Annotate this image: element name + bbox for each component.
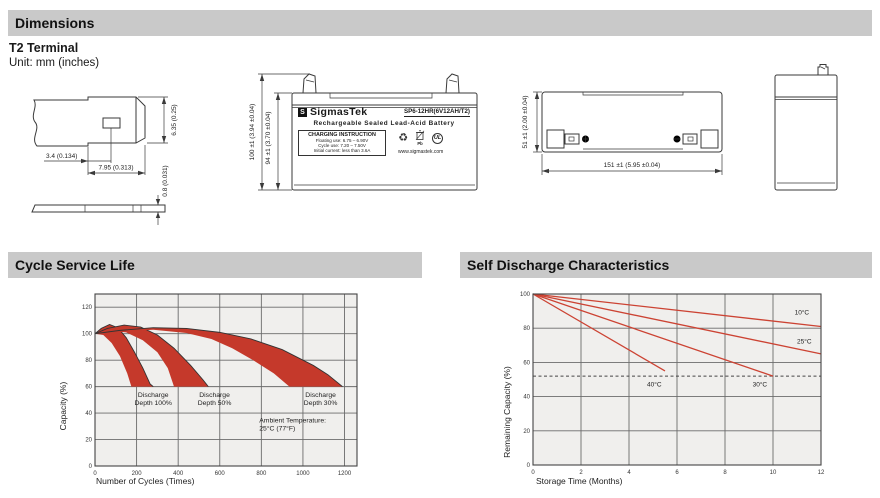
label-icons [398, 130, 443, 156]
x-tick-label: 0 [93, 471, 97, 477]
y-tick-label: 100 [519, 292, 530, 298]
charging-title: CHARGING INSTRUCTION [308, 132, 376, 138]
arrowhead [81, 159, 88, 163]
temperature-line-label: 25°C [797, 338, 812, 346]
y-tick-label: 0 [88, 464, 92, 470]
y-tick-label: 60 [85, 384, 92, 391]
model-number: SP6-12HR(6V12AH/T2) [403, 107, 470, 115]
section-title: Self Discharge Characteristics [467, 257, 670, 273]
top-view-case [542, 92, 722, 152]
end-view-case [775, 75, 837, 190]
arrowhead [162, 97, 166, 104]
chart-annotation: Discharge Depth 50% [197, 392, 232, 408]
cycle-service-life-chart [50, 286, 450, 496]
chart-annotation: Discharge Depth 100% [134, 392, 172, 408]
x-tick-label: 12 [817, 470, 825, 476]
x-tick-label: 6 [675, 470, 679, 476]
ul-certification-icon: UL [432, 133, 443, 144]
label-brand-row [298, 106, 470, 118]
battery-label [298, 106, 470, 156]
charging-line: Floating use: 6.75 – 6.90V [315, 138, 369, 143]
dim-tab-length-label: 7.95 (0.313) [98, 164, 134, 172]
brand-name: SigmasTek [310, 106, 368, 118]
arrowhead [156, 199, 160, 205]
dim-thickness-label: 0.8 (0.031) [162, 165, 169, 197]
temperature-line-label: 30°C [752, 381, 768, 389]
recycle-icon: ♻ [398, 131, 409, 144]
terminal-detail [306, 80, 314, 82]
terminal-detail [449, 80, 457, 82]
x-tick-label: 8 [723, 470, 727, 476]
y-tick-label: 60 [523, 360, 530, 367]
positive-terminal-red [547, 130, 564, 148]
chart-annotation: Ambient Temperature: 25°C (77°F) [259, 417, 327, 433]
y-axis-title: Capacity (%) [58, 381, 68, 431]
arrowhead [276, 183, 280, 190]
battery-type-subtitle: Rechargeable Sealed Lead-Acid Battery [313, 120, 455, 127]
handle-recess [330, 93, 432, 98]
label-detail-row [298, 130, 470, 156]
dim-tab-width-label: 6.35 (0.25) [171, 104, 178, 136]
arrowhead [88, 171, 95, 175]
x-tick-label: 10 [769, 470, 777, 476]
x-tick-label: 400 [173, 471, 184, 477]
section-header-cycle-service-life [8, 252, 422, 278]
battery-top-view [505, 82, 750, 177]
self-discharge-chart [448, 286, 852, 496]
dim-total-height-label: 100 ±1 (3.94 ±0.04) [249, 103, 256, 161]
terminal-side-view [32, 205, 165, 212]
bin-glyph [415, 130, 425, 140]
section-title: Cycle Service Life [15, 257, 135, 273]
x-tick-label: 4 [627, 470, 631, 476]
negative-terminal-black [701, 130, 718, 148]
arrowhead [276, 93, 280, 100]
t2-terminal-drawing [10, 85, 200, 220]
dim-case-height-label: 94 ±1 (3.70 ±0.04) [265, 111, 272, 165]
icons-row [398, 130, 443, 146]
arrowhead [138, 171, 145, 175]
arrowhead [156, 212, 160, 218]
y-tick-label: 80 [523, 326, 530, 333]
section-header-self-discharge [460, 252, 872, 278]
dim-hole-offset-label: 3.4 (0.134) [46, 153, 78, 160]
terminal-type-title: T2 Terminal [9, 41, 79, 55]
x-axis-title: Storage Time (Months) [536, 476, 623, 486]
section-header-dimensions [8, 10, 872, 36]
terminal-detail [821, 67, 825, 69]
y-tick-label: 40 [523, 394, 530, 401]
arrowhead [535, 92, 539, 99]
faston-hole [569, 137, 574, 141]
arrowhead [260, 183, 264, 190]
brand-logo-icon: S [298, 108, 307, 117]
arrowhead [162, 136, 166, 143]
end-terminal [818, 65, 828, 76]
negative-terminal [446, 74, 459, 93]
charging-line: Initial current: less than 3.6A [313, 148, 371, 154]
y-tick-label: 80 [85, 358, 92, 365]
faston-tab [565, 134, 579, 144]
arrowhead [542, 169, 549, 173]
x-tick-label: 1200 [337, 471, 352, 477]
x-tick-label: 1000 [296, 471, 310, 477]
y-tick-label: 20 [523, 428, 530, 435]
y-tick-label: 40 [85, 411, 92, 418]
positive-terminal [303, 74, 316, 93]
website-url: www.sigmastek.com [398, 149, 444, 155]
dim-length-label: 151 ±1 (5.95 ±0.04) [603, 162, 661, 169]
x-tick-label: 600 [214, 471, 225, 477]
x-axis-title: Number of Cycles (Times) [96, 476, 195, 486]
y-axis-title: Remaining Capacity (%) [502, 366, 512, 458]
tab-hole [103, 118, 120, 128]
chart-annotation: Discharge Depth 30% [303, 392, 338, 408]
crossed-bin-icon [415, 130, 425, 146]
x-tick-label: 2 [579, 470, 583, 476]
unit-note: Unit: mm (inches) [9, 57, 100, 69]
battery-end-view [758, 55, 873, 200]
section-title: Dimensions [15, 15, 95, 31]
x-tick-label: 0 [531, 470, 535, 476]
dim-width-label: 51 ±1 (2.00 ±0.04) [522, 95, 529, 149]
temperature-line-label: 40°C [647, 381, 662, 389]
arrowhead [715, 169, 722, 173]
y-tick-label: 0 [526, 463, 530, 469]
x-tick-label: 800 [256, 471, 267, 477]
y-tick-label: 100 [81, 331, 92, 338]
x-tick-label: 200 [131, 471, 142, 477]
y-tick-label: 20 [85, 437, 92, 444]
temperature-line-label: 10°C [794, 309, 810, 317]
faston-tab [683, 134, 697, 144]
terminal-tab-outline [33, 97, 145, 146]
y-tick-label: 120 [81, 305, 92, 312]
bin-pb-label: Pb [417, 141, 423, 146]
charging-instruction-box [298, 130, 386, 156]
arrowhead [535, 145, 539, 152]
charging-line: Cycle use: 7.20 – 7.50V [318, 143, 366, 149]
faston-hole [688, 137, 693, 141]
arrowhead [260, 74, 264, 81]
